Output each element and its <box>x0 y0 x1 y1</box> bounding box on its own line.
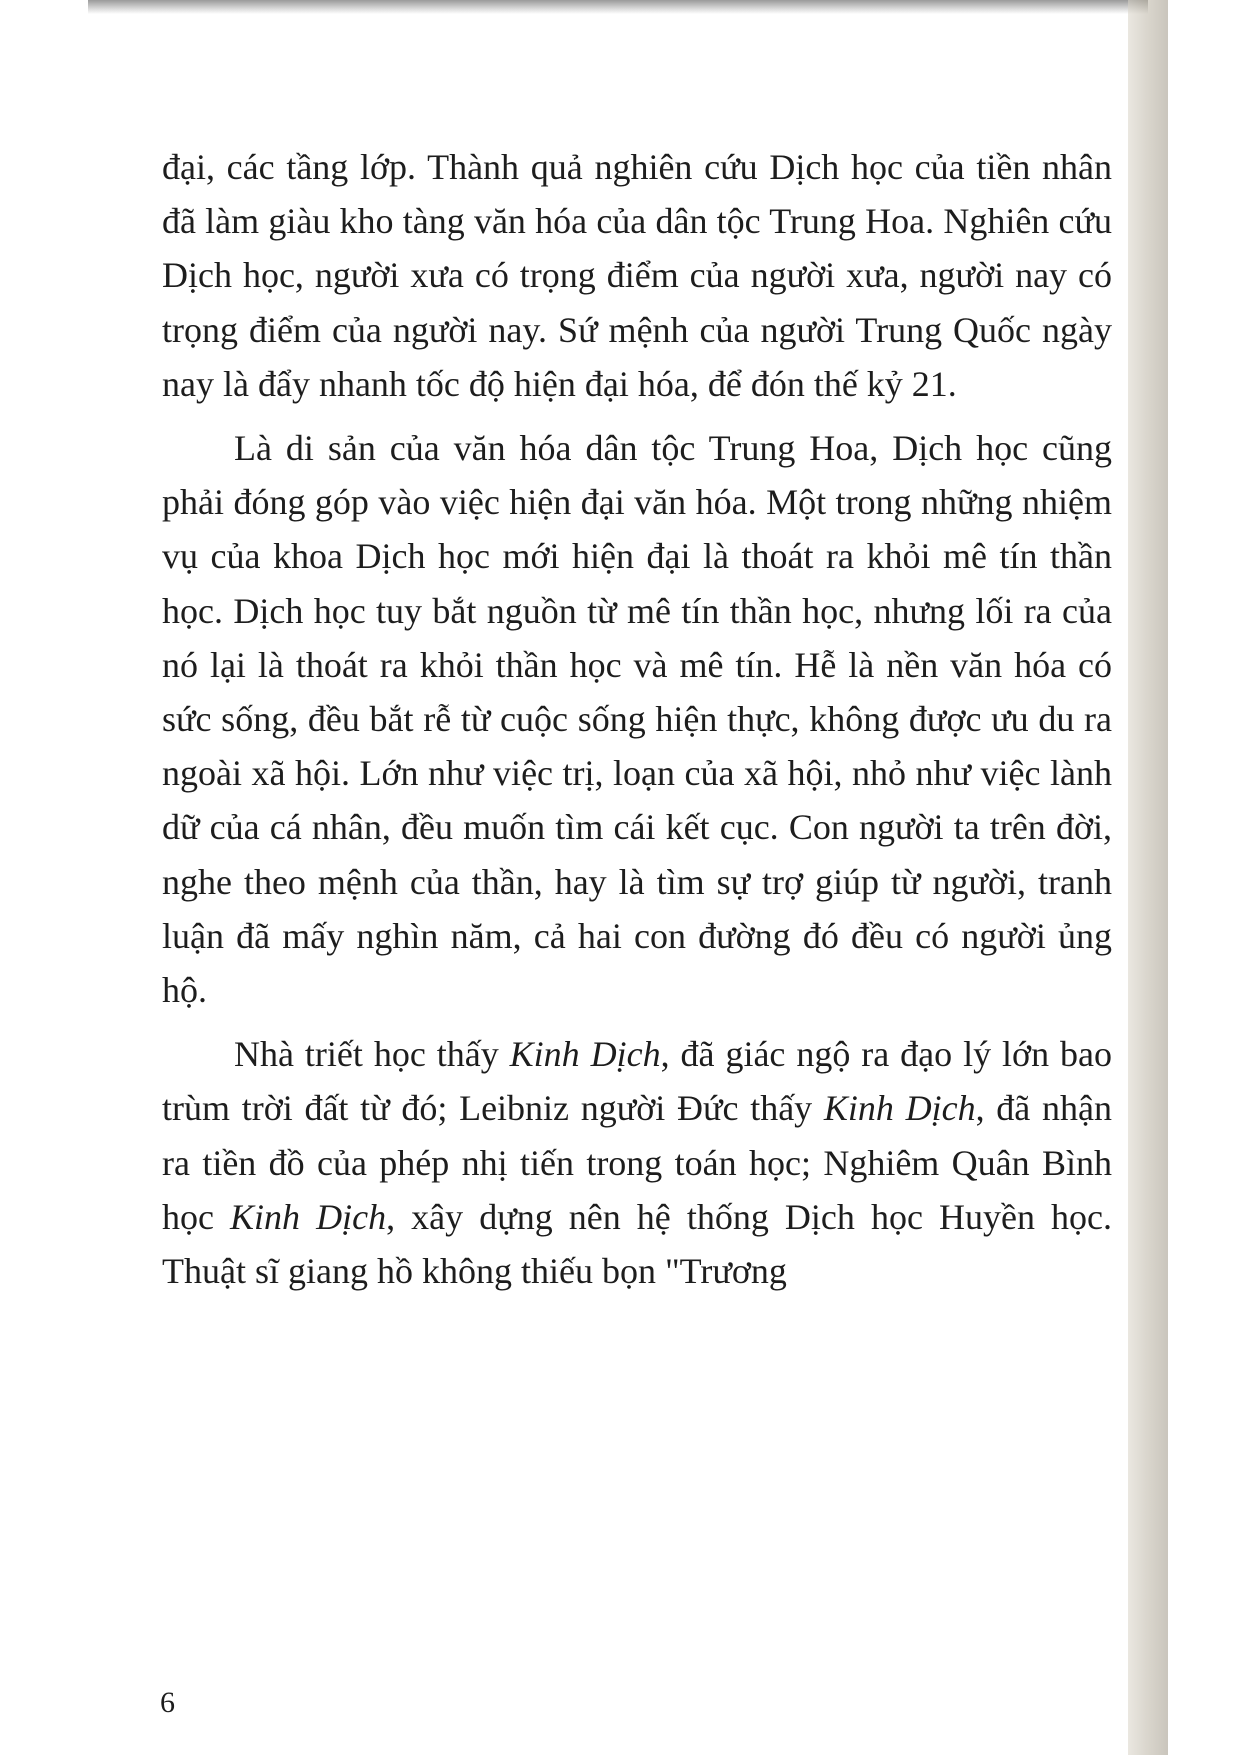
paragraph-2-text: Là di sản của văn hóa dân tộc Trung Hoa, Dịch học cũng phải đóng góp vào việc hiện đại văn hóa. Một trong những nhiệm vụ của khoa Dịch học mới hiện đại là thoát ra khỏi mê tín thần học. Dịch học tuy bắt nguồn từ mê tín thần học, nhưng lối ra của nó lại là thoát ra khỏi thần học và mê tín. Hễ là nền văn hóa có sức sống, đều bắt rễ từ cuộc sống hiện thực, không được ưu du ra ngoài xã hội. Lớn như việc trị, loạn của xã hội, nhỏ như việc lành dữ của cá nhân, đều muốn tìm cái kết cục. Con người ta trên đời, nghe theo mệnh của thần, hay là tìm sự trợ giúp từ người, tranh luận đã mấy nghìn năm, cả hai con đường đó đều có người ủng hộ. <box>162 428 1112 1011</box>
paragraph-3-text: Nhà triết học thấy <box>234 1034 510 1075</box>
scan-top-shadow <box>88 0 1148 14</box>
paragraph-3-text: , xây dựng nên hệ thống Dịch học Huyền học. Thuật sĩ giang hồ không thiếu bọn "Trương <box>162 1196 1112 1292</box>
page-number: 6 <box>160 1686 175 1719</box>
paragraph-1 <box>162 140 1112 411</box>
paragraph-1-text: đại, các tầng lớp. Thành quả nghiên cứu Dịch học của tiền nhân đã làm giàu kho tàng văn hóa của dân tộc Trung Hoa. Nghiên cứu Dịch học, người xưa có trọng điểm của người xưa, người nay có trọng điểm của người nay. Sứ mệnh của người Trung Quốc ngày nay là đẩy nhanh tốc độ hiện đại hóa, để đón thế kỷ 21. <box>162 147 1112 404</box>
paragraph-3 <box>162 1027 1112 1298</box>
paragraph-3-text: , đã giác ngộ ra đạo lý lớn bao trùm trời đất từ đó; Leibniz người Đức thấy <box>162 1034 1112 1129</box>
book-title-italic: Kinh Dịch <box>823 1088 976 1129</box>
book-title-italic: Kinh Dịch <box>230 1196 387 1237</box>
page-binding-edge <box>1128 0 1168 1755</box>
body-text <box>162 140 1112 1298</box>
paragraph-3-text: , đã nhận ra tiền đồ của phép nhị tiến trong toán học; Nghiêm Quân Bình học <box>162 1088 1112 1237</box>
paragraph-2 <box>162 421 1112 1017</box>
book-title-italic: Kinh Dịch <box>509 1034 661 1075</box>
